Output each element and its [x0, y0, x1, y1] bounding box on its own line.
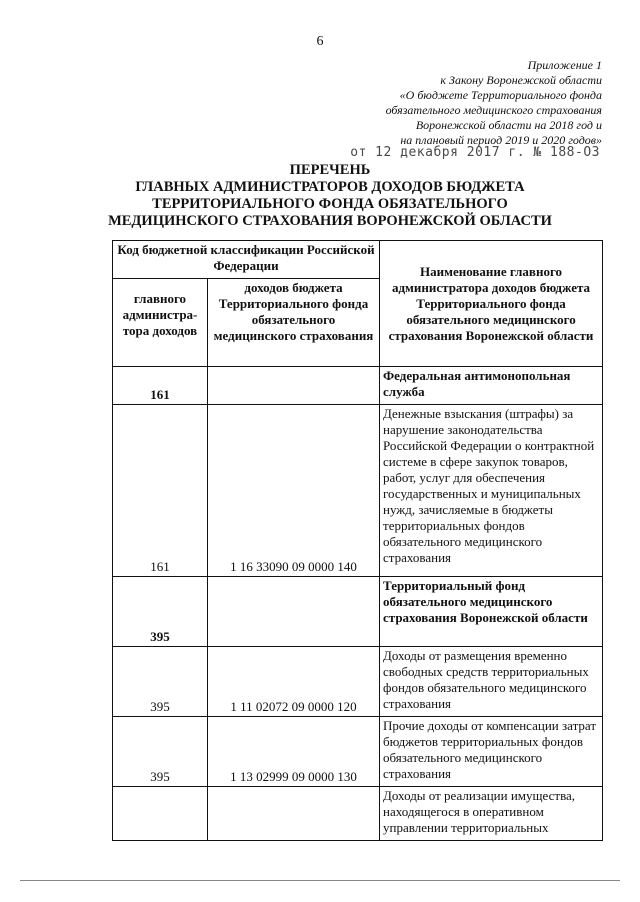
- income-code-cell: 1 13 02999 09 0000 130: [208, 717, 380, 787]
- table-row: [113, 367, 603, 405]
- appendix-line: «О бюджете Территориального фонда: [399, 88, 602, 102]
- income-name-cell: Прочие доходы от компенсации затрат бюджетов территориальных фондов обязательного медицинского страхования: [380, 717, 603, 787]
- title-line: МЕДИЦИНСКОГО СТРАХОВАНИЯ ВОРОНЕЖСКОЙ ОБЛАСТИ: [108, 213, 552, 229]
- appendix-line: на плановый период 2019 и 2020 годов»: [400, 133, 602, 147]
- header-administrator-name: Наименование главного администратора доходов бюджета Территориального фонда обязательного медицинского страхования Воронежской области: [380, 241, 603, 367]
- income-name-cell: Доходы от размещения временно свободных средств территориальных фондов обязательного медицинского страхования: [380, 647, 603, 717]
- table-row: [113, 647, 603, 717]
- admin-code-cell: [113, 787, 208, 841]
- date-stamp: от 12 декабря 2017 г. № 188-ОЗ: [350, 145, 600, 160]
- administrator-name-cell: Территориальный фонд обязательного медицинского страхования Воронежской области: [380, 577, 603, 647]
- appendix-note: [302, 58, 602, 148]
- document-title: [60, 162, 600, 230]
- table-header-row: [113, 241, 603, 279]
- table-row: [113, 405, 603, 577]
- income-code-cell: 1 11 02072 09 0000 120: [208, 647, 380, 717]
- admin-code-cell: 395: [113, 717, 208, 787]
- header-budget-classification: Код бюджетной классификации Российской Федерации: [113, 241, 380, 279]
- income-code-cell: [208, 577, 380, 647]
- table-row: [113, 717, 603, 787]
- title-line: ГЛАВНЫХ АДМИНИСТРАТОРОВ ДОХОДОВ БЮДЖЕТА: [135, 179, 525, 195]
- appendix-line: к Закону Воронежской области: [440, 73, 602, 87]
- income-code-cell: [208, 367, 380, 405]
- page-bottom-rule: [20, 880, 620, 881]
- header-income-code: доходов бюджета Территориального фонда обязательного медицинского страхования: [208, 279, 380, 367]
- income-code-cell: 1 16 33090 09 0000 140: [208, 405, 380, 577]
- title-line: ПЕРЕЧЕНЬ: [289, 162, 371, 178]
- appendix-line: Приложение 1: [527, 58, 602, 72]
- title-line: ТЕРРИТОРИАЛЬНОГО ФОНДА ОБЯЗАТЕЛЬНОГО: [152, 196, 508, 212]
- admin-code-cell: 395: [113, 577, 208, 647]
- page-number: 6: [316, 34, 324, 49]
- income-name-cell: Денежные взыскания (штрафы) за нарушение законодательства Российской Федерации о контрактной системе в сфере закупок товаров, работ, услуг для обеспечения государственных и муниципальных нужд, зачисляемые в бюджеты территориальных фондов обязательного медицинского страхования: [380, 405, 603, 577]
- income-name-cell: Доходы от реализации имущества, находящегося в оперативном управлении территориальных: [380, 787, 603, 841]
- admin-code-cell: 395: [113, 647, 208, 717]
- admin-code-cell: 161: [113, 405, 208, 577]
- admin-code-cell: 161: [113, 367, 208, 405]
- appendix-line: Воронежской области на 2018 год и: [415, 118, 602, 132]
- appendix-line: обязательного медицинского страхования: [385, 103, 602, 117]
- administrators-table: [112, 240, 603, 841]
- table-row: [113, 787, 603, 841]
- table-row: [113, 577, 603, 647]
- administrator-name-cell: Федеральная антимонопольная служба: [380, 367, 603, 405]
- income-code-cell: [208, 787, 380, 841]
- header-admin-code: главного администра-тора доходов: [113, 279, 208, 367]
